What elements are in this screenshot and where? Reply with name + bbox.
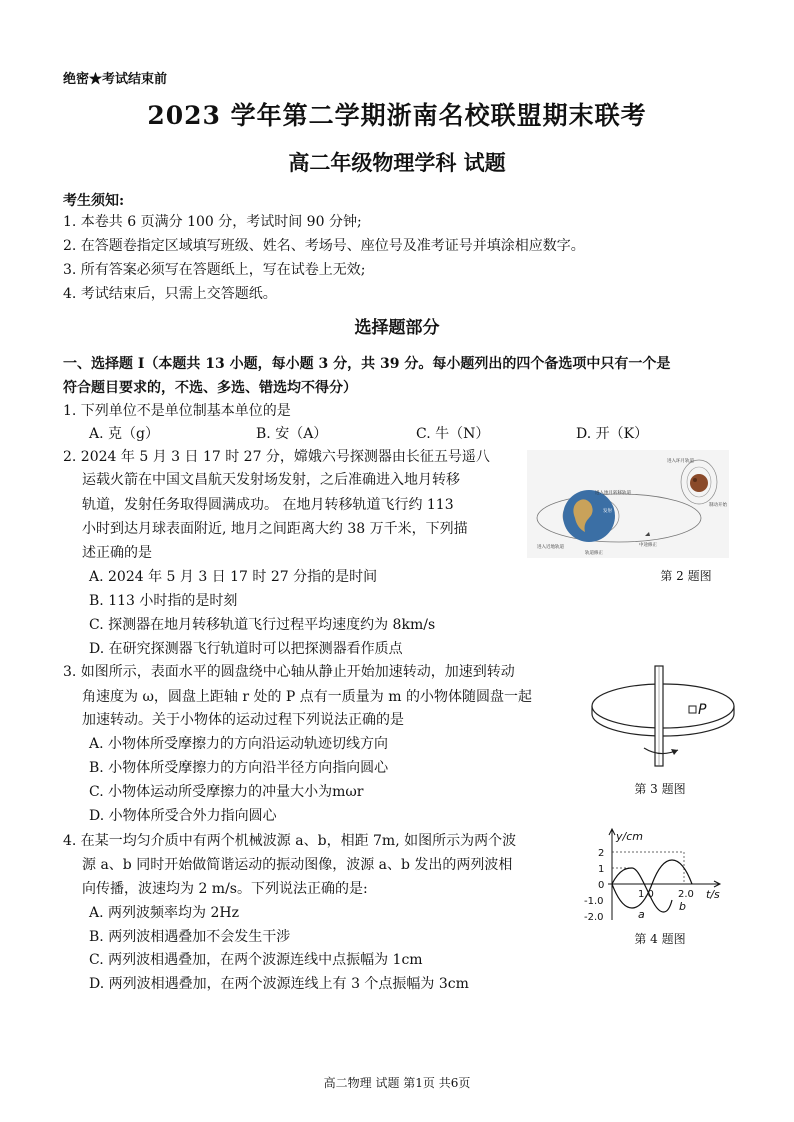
y-tick-0: 0 [598,880,605,891]
q1-option-a: A. 克（g） [89,426,159,442]
label-lunar-orbit-entry: 进入环月轨道 [667,459,694,464]
notice-heading: 考生须知: [63,193,125,209]
q3-stem-line: 角速度为 ω，圆盘上距轴 r 处的 P 点有一质量为 m 的小物体随圆盘一起 [82,689,532,705]
y-tick-1: 1 [598,864,605,875]
q4-vibration-graph [580,826,730,926]
q3-option-a: A. 小物体所受摩擦力的方向沿运动轨迹切线方向 [89,736,389,752]
q1-option-b: B. 安（A） [256,426,328,442]
q3-option-c: C. 小物体运动所受摩擦力的冲量大小为mωr [89,784,364,800]
label-braking: 制动开始 [709,503,727,508]
notice-item: 1. 本卷共 6 页满分 100 分，考试时间 90 分钟; [63,214,362,230]
q4-option-b: B. 两列波相遇叠加不会发生干涉 [89,929,291,945]
q3-figure-caption: 第 3 题图 [634,782,686,796]
point-p-label: P [698,702,707,718]
moon-icon [690,474,708,492]
q1-option-c: C. 牛（N） [416,426,490,442]
curve-b-label: b [679,900,686,913]
moon-crater [693,478,697,482]
q2-stem-line: 轨道，发射任务取得圆满成功。 在地月转移轨道飞行约 113 [82,497,454,513]
q2-option-d: D. 在研究探测器飞行轨道时可以把探测器看作质点 [89,641,403,657]
q4-option-a: A. 两列波频率均为 2Hz [89,905,239,921]
label-transfer-entry: 进入地月转移轨道 [595,491,631,496]
q3-disk-figure [590,664,738,776]
q3-stem-line: 3. 如图所示，表面水平的圆盘绕中心轴从静止开始加速转动，加速到转动 [63,664,515,680]
notice-item: 4. 考试结束后，只需上交答题纸。 [63,286,277,302]
q3-option-b: B. 小物体所受摩擦力的方向沿半径方向指向圆心 [89,760,389,776]
label-launch: 发射 [603,509,612,514]
q2-stem-line: 运载火箭在中国文昌航天发射场发射，之后准确进入地月转移 [82,472,460,488]
q2-stem-line: 2. 2024 年 5 月 3 日 17 时 27 分，嫦娥六号探测器由长征五号遥八 [63,449,490,465]
label-orbit-correction: 轨道修正 [585,551,603,556]
y-tick-2: 2 [598,848,605,859]
q3-option-d: D. 小物体所受合外力指向圆心 [89,808,277,824]
part-heading [63,352,738,400]
q4-stem-line: 4. 在某一均匀介质中有两个机械波源 a、b，相距 7m, 如图所示为两个波 [63,833,517,849]
q2-orbit-figure [527,450,729,558]
exam-title: 2023 学年第二学期浙南名校联盟期末联考 [147,101,647,130]
y-tick-neg1: -1.0 [584,896,604,907]
q2-figure-caption: 第 2 题图 [660,569,712,583]
notice-item: 2. 在答题卷指定区域填写班级、姓名、考场号、座位号及准考证号并填涂相应数字。 [63,238,585,254]
section-title: 选择题部分 [354,318,440,338]
q3-stem-line: 加速转动。关于小物体的运动过程下列说法正确的是 [82,712,404,728]
label-midcourse-correction: 中途修正 [639,543,657,548]
x-axis-label: t/s [706,888,720,901]
q2-stem-line: 述正确的是 [82,545,152,561]
confidential-label: 绝密★考试结束前 [63,72,168,87]
part-heading-line2: 符合题目要求的，不选、多选、错选均不得分） [63,380,357,396]
q2-option-c: C. 探测器在地月转移轨道飞行过程平均速度约为 8km/s [89,617,436,633]
q4-option-c: C. 两列波相遇叠加，在两个波源连线中点振幅为 1cm [89,952,423,968]
q2-stem-line: 小时到达月球表面附近, 地月之间距离大约 38 万千米，下列描 [82,521,468,537]
y-tick-neg2: -2.0 [584,912,604,923]
q2-option-b: B. 113 小时指的是时刻 [89,593,238,609]
notice-item: 3. 所有答案必须写在答题纸上，写在试卷上无效; [63,262,366,278]
q4-option-d: D. 两列波相遇叠加，在两个波源连线上有 3 个点振幅为 3cm [89,976,469,992]
question-1-stem: 1. 下列单位不是单位制基本单位的是 [63,403,291,419]
q4-stem-line: 向传播，波速均为 2 m/s。下列说法正确的是: [82,881,368,897]
x-tick-1: 1.0 [638,889,654,900]
curve-a-label: a [638,908,645,921]
small-object [689,706,696,713]
x-tick-2: 2.0 [678,889,694,900]
page-footer: 高二物理 试题 第1页 共6页 [323,1076,471,1090]
label-near-earth-entry: 进入近地轨道 [537,545,564,550]
q4-stem-line: 源 a、b 同时开始做简谐运动的振动图像，波源 a、b 发出的两列波相 [82,857,513,873]
part-heading-line1: 一、选择题 I（本题共 13 小题，每小题 3 分，共 39 分。每小题列出的四个备选项中只有一个是 [63,356,671,372]
exam-subtitle: 高二年级物理学科 试题 [288,150,506,175]
q1-option-d: D. 开（K） [576,426,649,442]
y-axis-label: y/cm [616,830,643,843]
q4-figure-caption: 第 4 题图 [634,932,686,946]
q2-option-a: A. 2024 年 5 月 3 日 17 时 27 分指的是时间 [89,569,378,585]
